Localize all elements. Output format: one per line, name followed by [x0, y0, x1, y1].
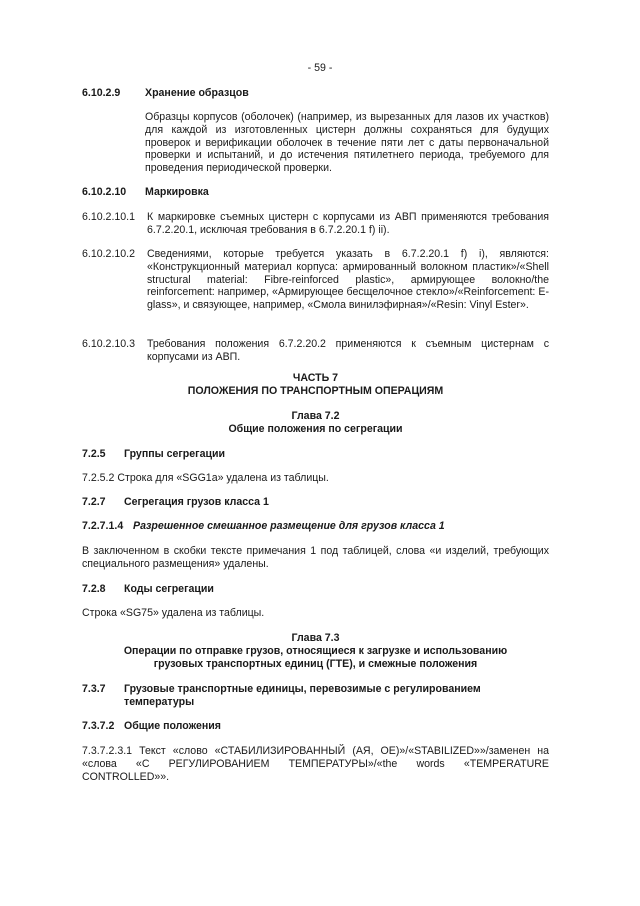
- page-number: - 59 -: [307, 62, 333, 74]
- part-title: ПОЛОЖЕНИЯ ПО ТРАНСПОРТНЫМ ОПЕРАЦИЯМ: [187, 385, 444, 397]
- section-number-7-2-7: 7.2.7: [82, 496, 106, 508]
- section-number-7-3-7-2: 7.3.7.2: [82, 720, 115, 732]
- section-number-7-3-7: 7.3.7: [82, 683, 106, 695]
- paragraph-6-10-2-10-1: К маркировке съемных цистерн с корпусами из АВП применяются требования 6.7.2.20.1, исключая требования в 6.7.2.20.1 f) ii).: [147, 211, 549, 236]
- section-number-6-10-2-10: 6.10.2.10: [82, 186, 127, 198]
- section-number-6-10-2-9: 6.10.2.9: [82, 87, 121, 99]
- paragraph-7-3-7-2-3-1: 7.3.7.2.3.1 Текст «слово «СТАБИЛИЗИРОВАННЫЙ (АЯ, ОЕ)»/«STABILIZED»»/заменен на «слова «С РЕГУЛИРОВАНИЕМ ТЕМПЕРАТУРЫ»/«the words «TEMPERATURE CONTROLLED»».: [82, 745, 549, 783]
- chapter-heading-7-2: Глава 7.2: [291, 410, 340, 422]
- section-title-marking: Маркировка: [145, 186, 209, 198]
- section-title-storage-of-samples: Хранение образцов: [145, 87, 249, 99]
- section-number-7-2-8: 7.2.8: [82, 583, 106, 595]
- chapter-title-7-2: Общие положения по сегрегации: [228, 423, 403, 435]
- part-heading: ЧАСТЬ 7: [292, 372, 339, 384]
- chapter-heading-7-3: Глава 7.3: [291, 632, 340, 644]
- chapter-title-7-3-line-1: Операции по отправке грузов, относящиеся к загрузке и использованию: [123, 645, 508, 657]
- paragraph-7-2-7-1-4: В заключенном в скобки тексте примечания 1 под таблицей, слова «и изделий, требующих специального размещения» удалены.: [82, 545, 549, 570]
- section-number-7-2-5: 7.2.5: [82, 448, 106, 460]
- item-number-6-10-2-10-2: 6.10.2.10.2: [82, 248, 136, 260]
- item-number-6-10-2-10-1: 6.10.2.10.1: [82, 211, 136, 223]
- section-number-7-2-7-1-4: 7.2.7.1.4: [82, 520, 124, 532]
- section-title-segregation-codes: Коды сегрегации: [124, 583, 214, 595]
- section-title-general-provisions: Общие положения: [124, 720, 221, 732]
- paragraph-6-10-2-10-3: Требования положения 6.7.2.20.2 применяются к съемным цистернам с корпусами из АВП.: [147, 338, 549, 363]
- paragraph-6-10-2-10-2: Сведениями, которые требуется указать в 6.7.2.20.1 f) i), являются: «Конструкционный материал корпуса: армированный волокном пластик»/«Shell structural material: Fibre-reinforced plastic», армирующее волокно/the reinforcement: например, «Армирующее бесщелочное стекло»/«Reinforcement: E-glass», и связующее, например, «Смола винилэфирная»/«Resin: Vinyl Ester».: [147, 248, 549, 312]
- chapter-title-7-3-line-2: грузовых транспортных единиц (ГТЕ), и смежные положения: [153, 658, 478, 670]
- section-title-segregation-class-1: Сегрегация грузов класса 1: [124, 496, 269, 508]
- section-title-temperature-controlled-line-1: Грузовые транспортные единицы, перевозимые с регулированием: [124, 683, 481, 695]
- paragraph-6-10-2-9: Образцы корпусов (оболочек) (например, из вырезанных для лазов их участков) для каждой из изготовленных цистерн должны сохраняться для будущих проверок и верификации оболочек в течение пяти лет с даты первоначальной проверки и испытаний, и до истечения пятилетнего периода, требуемого для проведения периодической проверки.: [145, 111, 549, 175]
- section-title-temperature-controlled-line-2: температуры: [124, 696, 195, 708]
- paragraph-7-2-5-2: 7.2.5.2 Строка для «SGG1a» удалена из таблицы.: [82, 472, 329, 484]
- section-title-segregation-groups: Группы сегрегации: [124, 448, 226, 460]
- item-number-6-10-2-10-3: 6.10.2.10.3: [82, 338, 136, 350]
- section-title-permitted-mixed-stowage: Разрешенное смешанное размещение для грузов класса 1: [133, 520, 445, 532]
- paragraph-7-2-8: Строка «SG75» удалена из таблицы.: [82, 607, 265, 619]
